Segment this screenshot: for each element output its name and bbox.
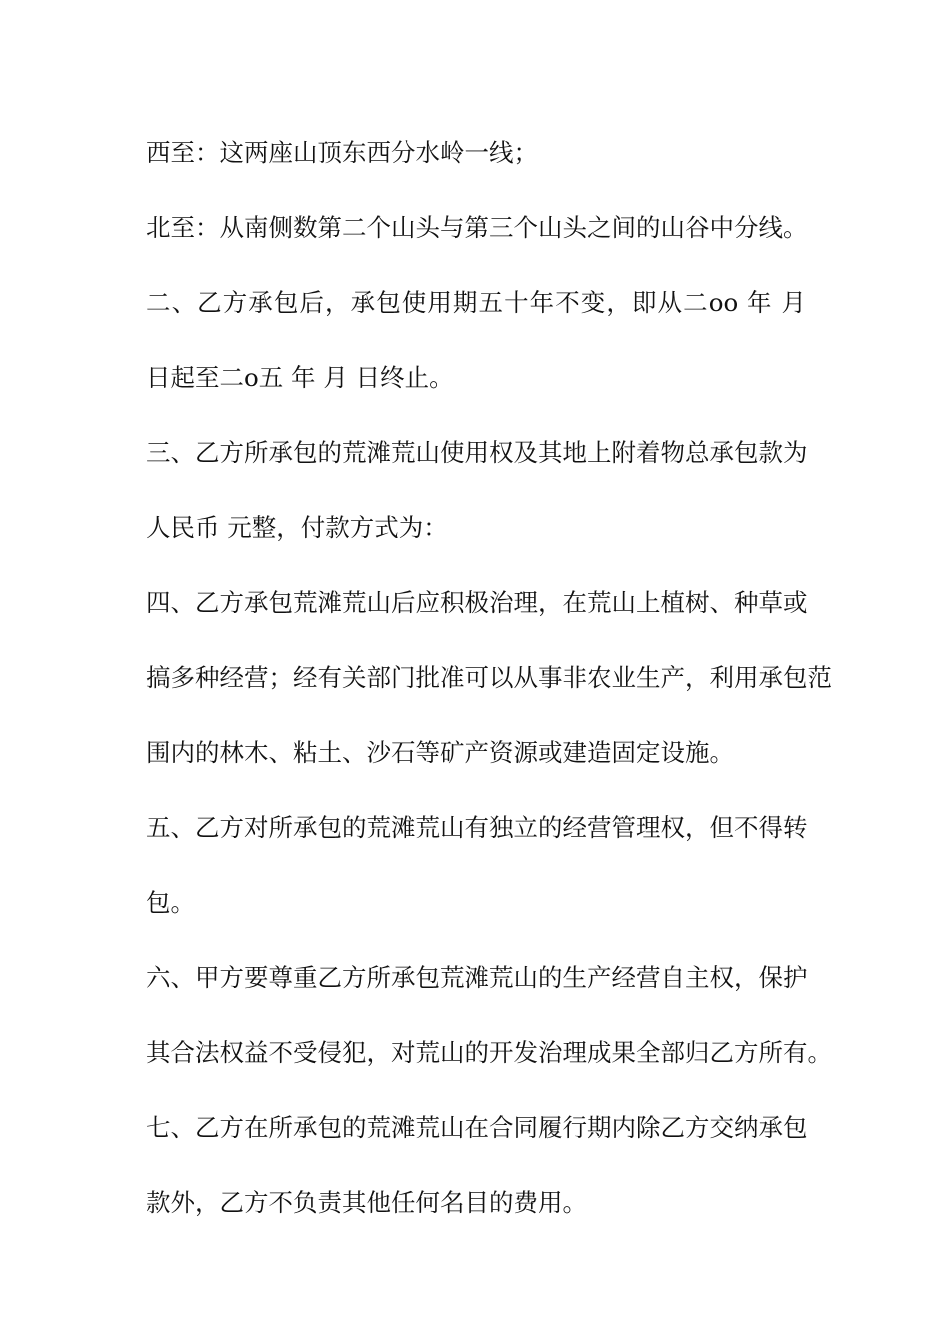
document-body <box>146 132 832 1257</box>
text-line-clause-6-part-2: 其合法权益不受侵犯，对荒山的开发治理成果全部归乙方所有。 <box>146 1038 832 1067</box>
text-line-clause-4-part-3: 围内的林木、粘土、沙石等矿产资源或建造固定设施。 <box>146 738 734 767</box>
text-line-north-boundary: 北至：从南侧数第二个山头与第三个山头之间的山谷中分线。 <box>146 213 808 242</box>
text-line-clause-3-part-2: 人民币 元整，付款方式为： <box>146 513 448 542</box>
text-line-clause-7-part-1: 七、乙方在所承包的荒滩荒山在合同履行期内除乙方交纳承包 <box>146 1113 808 1142</box>
text-line-clause-7-part-2: 款外，乙方不负责其他任何名目的费用。 <box>146 1188 587 1217</box>
text-line-clause-4-part-2: 搞多种经营；经有关部门批准可以从事非农业生产，利用承包范 <box>146 663 832 692</box>
text-line-clause-4-part-1: 四、乙方承包荒滩荒山后应积极治理，在荒山上植树、种草或 <box>146 588 808 617</box>
text-line-clause-3-part-1: 三、乙方所承包的荒滩荒山使用权及其地上附着物总承包款为 <box>146 438 808 467</box>
text-line-west-boundary: 西至：这两座山顶东西分水岭一线； <box>146 138 538 167</box>
text-line-clause-5-part-1: 五、乙方对所承包的荒滩荒山有独立的经营管理权，但不得转 <box>146 813 808 842</box>
text-line-clause-6-part-1: 六、甲方要尊重乙方所承包荒滩荒山的生产经营自主权，保护 <box>146 963 808 992</box>
text-line-clause-5-part-2: 包。 <box>146 888 195 917</box>
text-line-clause-2-part-2: 日起至二o五 年 月 日终止。 <box>146 363 454 392</box>
text-line-clause-2-part-1: 二、乙方承包后，承包使用期五十年不变，即从二oo 年 月 <box>146 288 806 317</box>
